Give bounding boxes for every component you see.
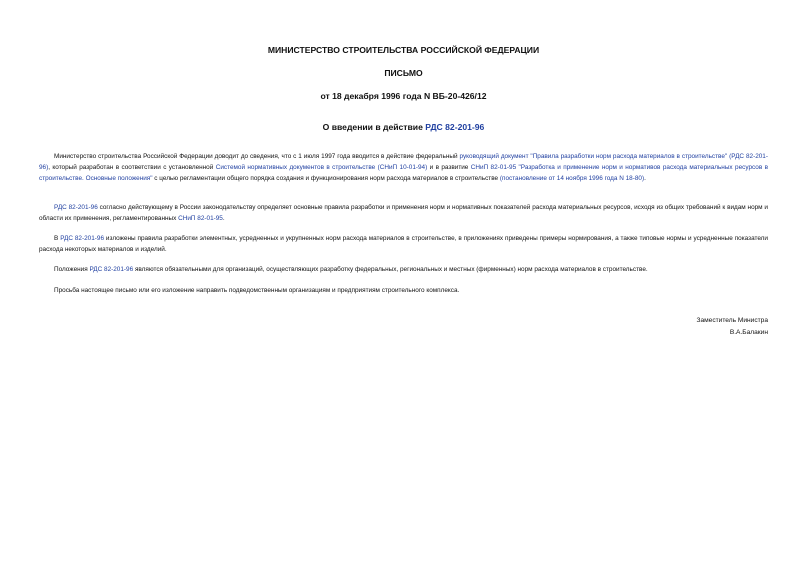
document-date-number: от 18 декабря 1996 года N ВБ-20-426/12 xyxy=(320,91,487,101)
paragraph-3 xyxy=(39,233,768,255)
p1-text-3: и в развитие xyxy=(427,164,471,172)
p4-text-1: Положения xyxy=(54,266,90,273)
p4-text-2: являются обязательными для организаций, осуществляющих разработку федеральных, региональных и местных (фирменных) норм расхода материалов в строительстве. xyxy=(133,266,648,273)
rds-link-p2[interactable]: РДС 82-201-96 xyxy=(54,204,98,211)
p2-text-1: согласно действующему в России законодательству определяет основные правила разработки и применения норм и нормативных показателей расхода материальных ресурсов, исходя из общих требований к видам норм и области их применения, регламентированных xyxy=(39,204,768,223)
rds-link-p4[interactable]: РДС 82-201-96 xyxy=(89,266,134,273)
signature-title: Заместитель Министра xyxy=(696,317,768,324)
p1-text-5: . xyxy=(644,175,646,183)
p2-text-2: . xyxy=(222,215,225,223)
subject-prefix: О введении в действие xyxy=(322,122,426,132)
rds-guideline-link[interactable]: руководящий документ "Правила разработки норм расхода материалов в строительстве" (РДС 82-201-96) xyxy=(39,153,768,172)
p1-text-1: Министерство строительства Российской Федерации доводит до сведения, что с 1 июля 1997 года вводится в действие федеральный xyxy=(54,153,460,160)
paragraph-5 xyxy=(39,285,768,296)
p1-text-4: с целью регламентации общего порядка создания и функционирования норм расхода материалов в строительстве xyxy=(152,175,500,183)
paragraph-4 xyxy=(39,264,768,275)
snip-link-p2[interactable]: СНиП 82-01-95 xyxy=(178,215,223,223)
p1-text-2: , который разработан в соответствии с установленной xyxy=(48,164,216,172)
rds-link-p3[interactable]: РДС 82-201-96 xyxy=(60,235,105,242)
p3-text-1: В xyxy=(54,235,61,242)
document-subject xyxy=(0,122,807,133)
paragraph-2 xyxy=(39,202,768,224)
document-type: ПИСЬМО xyxy=(384,68,423,78)
snip-10-01-94-link[interactable]: Системой нормативных документов в строительстве (СНиП 10-01-94) xyxy=(215,164,428,172)
signature-name: В.А.Балакин xyxy=(729,329,768,336)
p5-text-1: Просьба настоящее письмо или его изложение направить подведомственным организациям и предприятиям строительного комплекса. xyxy=(54,287,460,294)
subject-rds-link[interactable]: РДС 82-201-96 xyxy=(425,122,485,132)
ministry-heading: МИНИСТЕРСТВО СТРОИТЕЛЬСТВА РОССИЙСКОЙ ФЕДЕРАЦИИ xyxy=(267,45,540,55)
paragraph-1 xyxy=(39,151,768,185)
snip-82-01-95-link[interactable]: СНиП 82-01-95 "Разработка и применение норм и нормативов расхода материальных ресурсов в строительстве. Основные положения" xyxy=(39,164,768,183)
resolution-link[interactable]: (постановление от 14 ноября 1996 года N 18-80) xyxy=(499,175,645,183)
p3-text-2: изложены правила разработки элементных, усредненных и укрупненных норм расхода материалов в строительстве, в приложениях приведены примеры нормирования, а также типовые нормы и усредненные показатели расхода некоторых материалов и изделий. xyxy=(39,235,768,254)
